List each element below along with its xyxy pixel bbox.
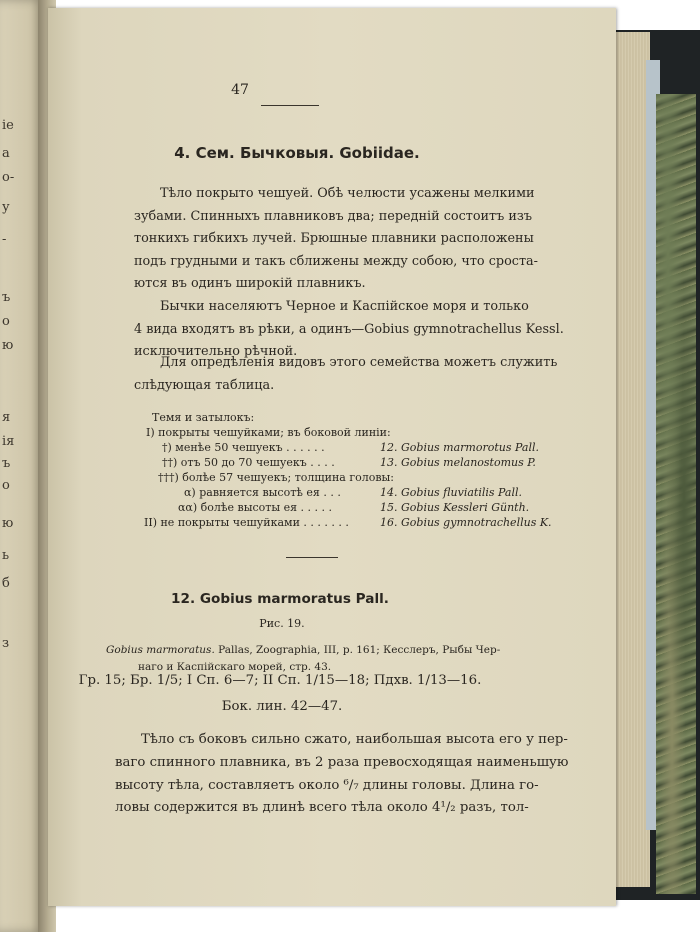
lateral-line-count: Бок. лин. 42—47. (221, 699, 343, 714)
text-line: ются въ одинъ широкій плавникъ. (134, 276, 366, 292)
edge-text: ю (2, 516, 14, 531)
text-line: слѣдующая таблица. (134, 377, 275, 393)
edge-text: а (2, 146, 10, 161)
edge-text: я (2, 410, 11, 425)
text-line: Для опредѣленія видовъ этого семейства можетъ служить (160, 355, 558, 370)
edge-text: о (2, 478, 10, 493)
edge-text: ъ (2, 456, 11, 471)
key-row-left: I) покрыты чешуйками; въ боковой линіи: (146, 426, 391, 439)
edge-text: у (2, 200, 10, 215)
text-line: высоту тѣла, составляетъ около ⁶/₇ длины головы. Длина го- (115, 777, 539, 793)
text-line: Тѣло съ боковъ сильно сжато, наибольшая высота его у пер- (141, 732, 568, 747)
key-row-species: 14. Gobius fluviatilis Pall. (380, 486, 523, 499)
key-row-species: 12. Gobius marmorotus Pall. (380, 441, 540, 454)
citation (106, 642, 540, 676)
fin-formula: Гр. 15; Бр. 1/5; I Сп. 6—7; II Сп. 1/15—18; Пдхв. 1/13—16. (78, 673, 482, 688)
marbled-endpaper (656, 94, 696, 894)
text-line: тонкихъ гибкихъ лучей. Брюшные плавники расположены (134, 231, 534, 247)
description-paragraph (115, 729, 569, 820)
edge-text: о- (2, 170, 15, 185)
key-row-species: 16. Gobius gymnotrachellus K. (380, 516, 552, 529)
key-row-left: ††) отъ 50 до 70 чешуекъ . . . . (162, 456, 335, 469)
key-intro-paragraph (134, 352, 558, 397)
page-number-rule (261, 105, 319, 106)
key-heading: Темя и затылокъ: (152, 411, 255, 424)
citation-text: Pallas, Zoographia, III, p. 161; Кесслеръ, Рыбы Чер- (214, 644, 501, 656)
text-line: 4 вида входятъ въ рѣки, а одинъ—Gobius gymnotrachellus Kessl. (134, 321, 564, 337)
page-number: 47 (231, 82, 249, 98)
text-line: подъ грудными и такъ сближены между собою, что сроста- (134, 253, 538, 269)
citation-line (106, 642, 540, 659)
edge-text: ie (2, 118, 14, 133)
text-line: зубами. Спинныхъ плавниковъ два; передній состоитъ изъ (134, 208, 532, 224)
key-row-species: 13. Gobius melanostomus P. (380, 456, 536, 469)
key-row-left: α) равняется высотѣ ея . . . (184, 486, 341, 499)
figure-label: Рис. 19. (259, 617, 305, 630)
edge-text: о (2, 314, 10, 329)
edge-text: ь (2, 548, 10, 563)
text-line: Бычки населяютъ Черное и Каспійское моря и только (160, 299, 529, 314)
edge-text: - (2, 232, 7, 247)
text-line: ловы содержится въ длинѣ всего тѣла около 4¹/₂ разъ, тол- (115, 800, 529, 816)
text-line: ваго спинного плавника, въ 2 раза превосходящая наименьшую (115, 754, 569, 770)
citation-line: наго и Каспійскаго морей, стр. 43. (138, 661, 332, 673)
key-row-species: 15. Gobius Kessleri Günth. (380, 501, 530, 514)
edge-text: ю (2, 338, 14, 353)
species-heading: 12. Gobius marmoratus Pall. (171, 591, 389, 607)
text-line: исключительно рѣчной. (134, 344, 298, 360)
key-row-left: αα) болѣе высоты ея . . . . . (178, 501, 332, 514)
citation-species: Gobius marmoratus. (106, 644, 215, 656)
book-page (48, 8, 616, 906)
edge-text: ъ (2, 290, 11, 305)
page-edges (612, 32, 650, 887)
edge-text: з (2, 636, 10, 651)
key-row-left: †) менѣе 50 чешуекъ . . . . . . (162, 441, 325, 454)
key-row-left: II) не покрыты чешуйками . . . . . . . (144, 516, 349, 529)
key-row-left: †††) болѣе 57 чешуекъ; толщина головы: (158, 471, 395, 484)
edge-text: б (2, 576, 10, 591)
section-divider (286, 557, 338, 558)
text-line: Тѣло покрыто чешуей. Обѣ челюсти усажены мелкими (160, 186, 535, 201)
family-heading: 4. Сем. Бычковыя. Gobiidae. (174, 144, 420, 162)
intro-paragraph (134, 183, 546, 296)
edge-text: ія (2, 434, 15, 449)
